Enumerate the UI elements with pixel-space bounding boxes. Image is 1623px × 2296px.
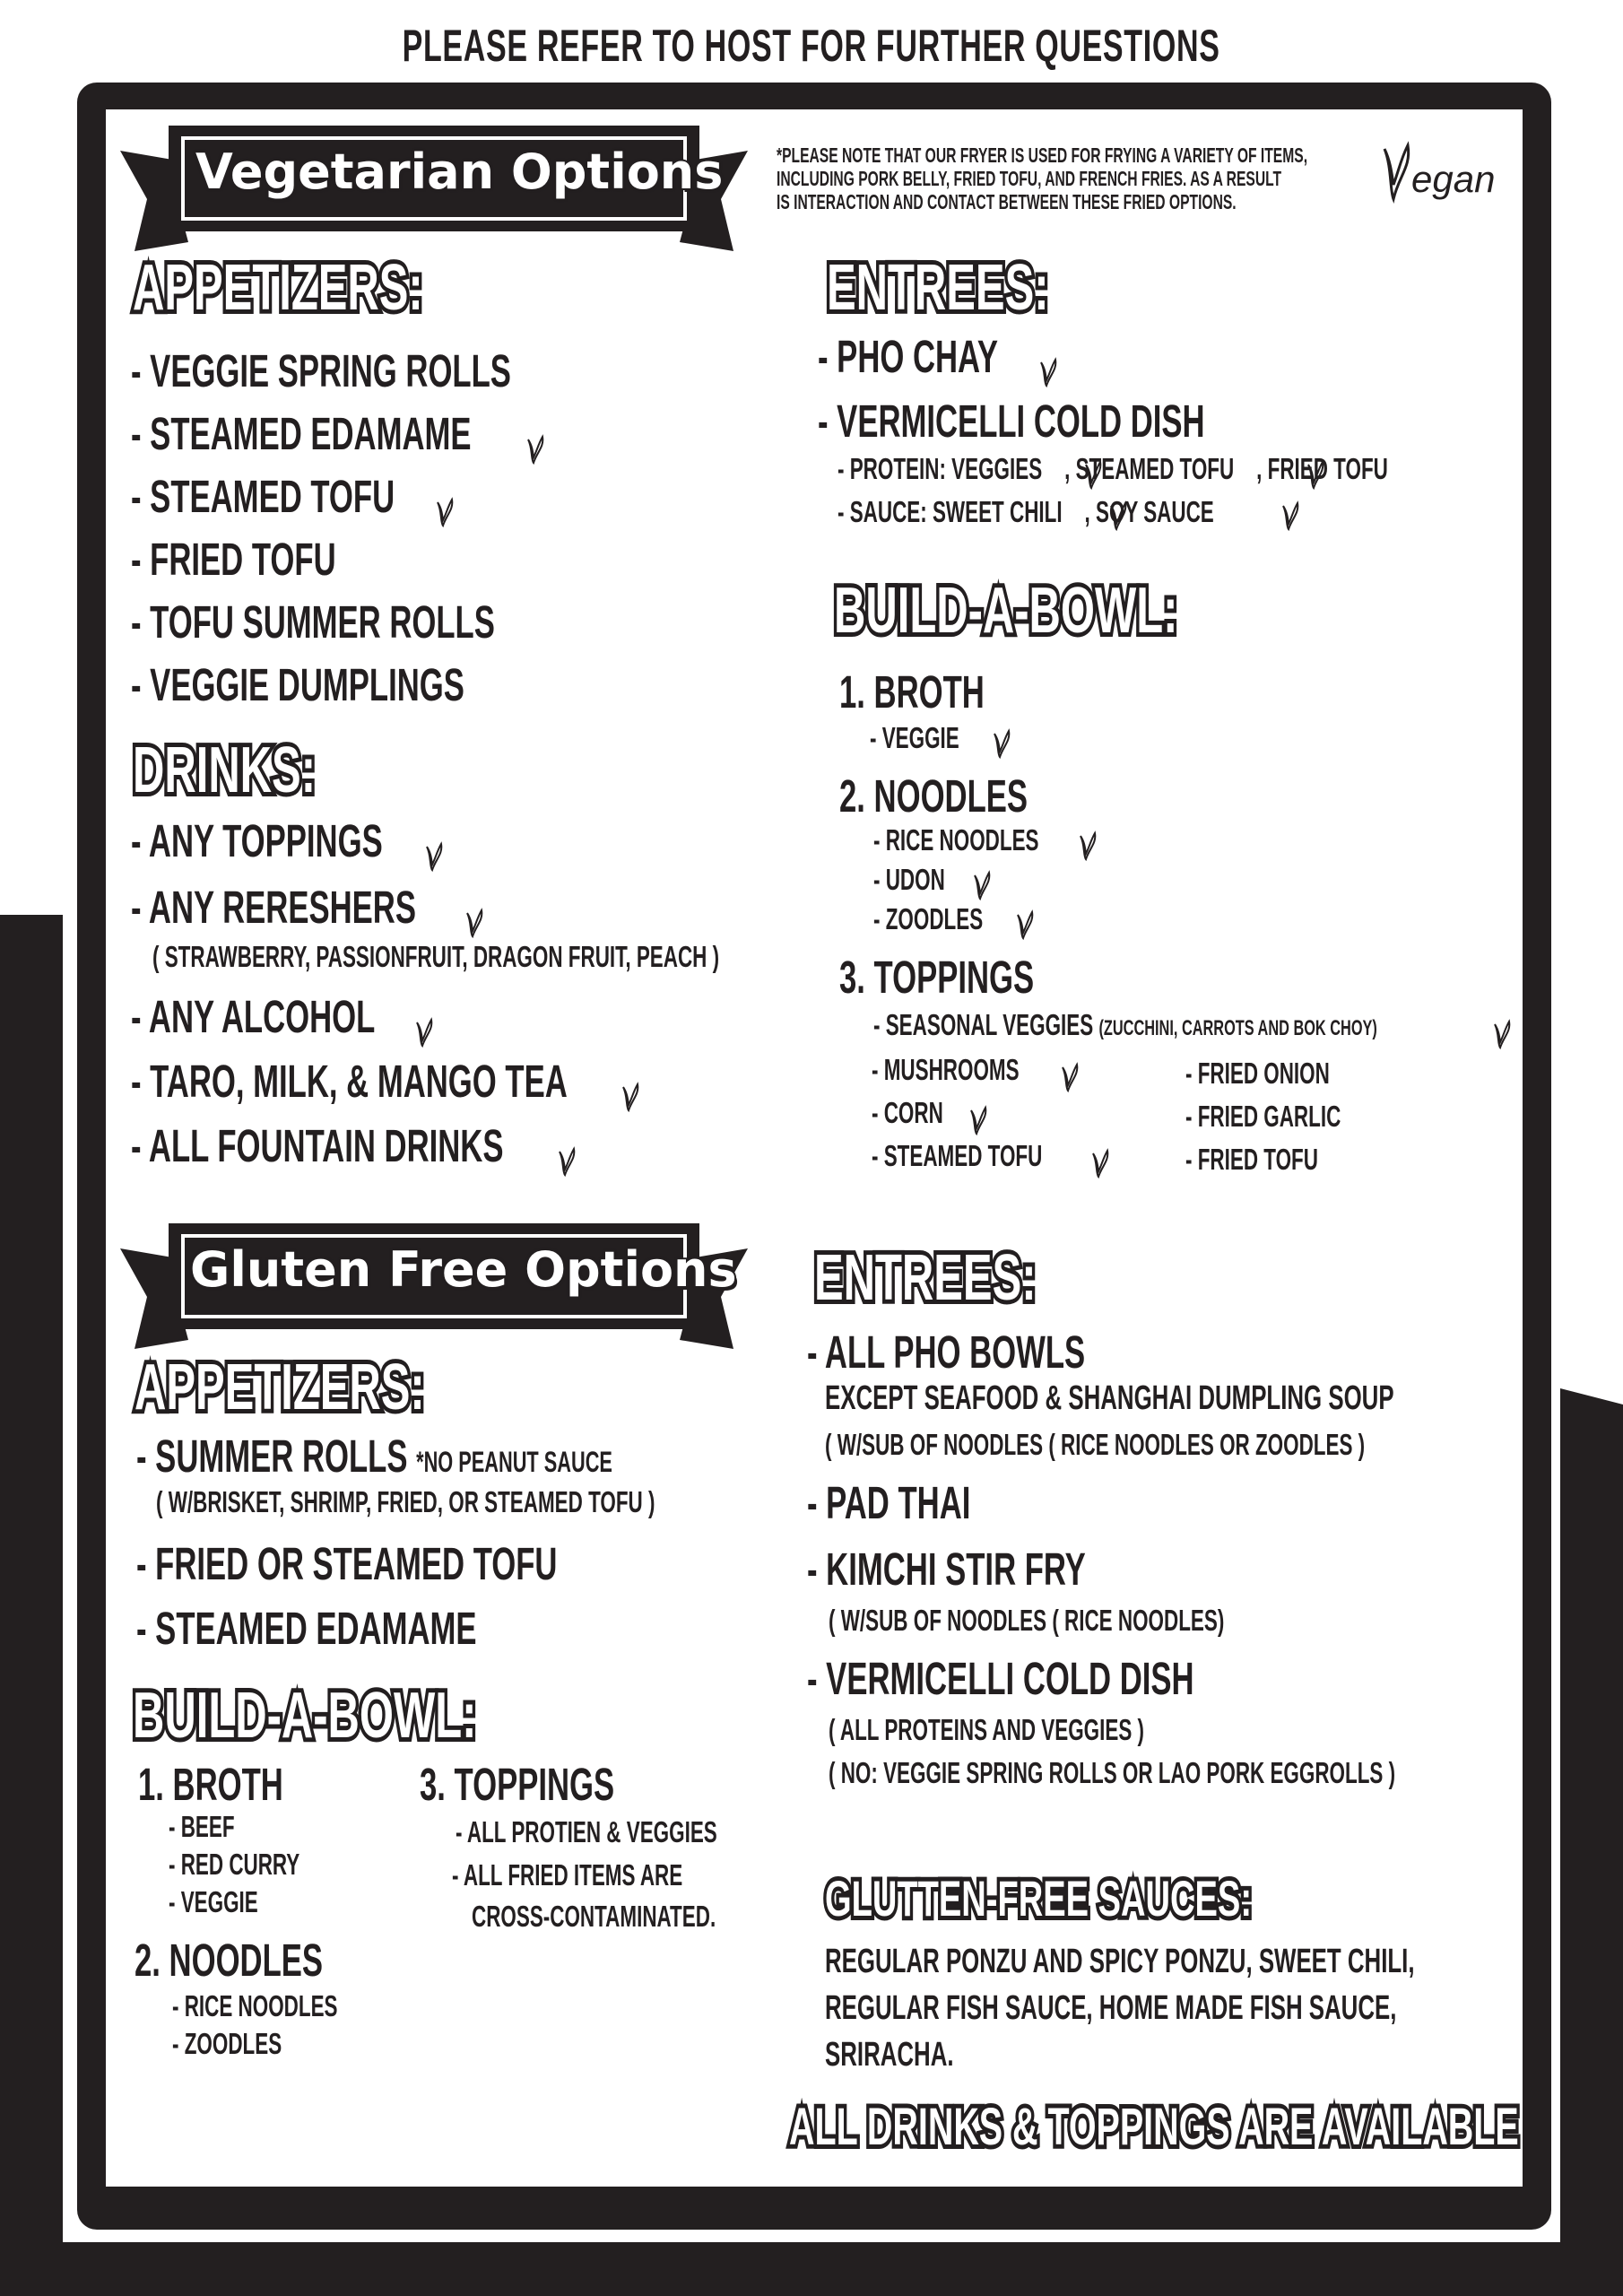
veg-bowl-seasonal: - SEASONAL VEGGIES (ZUCCHINI, CARROTS AND BOK CHOY) bbox=[873, 1008, 1377, 1041]
vegan-leaf-icon bbox=[1280, 500, 1300, 531]
veg-bowl-topping-item: - MUSHROOMS bbox=[872, 1053, 1020, 1086]
veg-drink-item: - ALL FOUNTAIN DRINKS bbox=[131, 1119, 577, 1172]
veg-bowl-broth: 1. BROTH bbox=[839, 666, 985, 718]
vegan-leaf-icon bbox=[1060, 1062, 1080, 1092]
gluten-free-banner-title: Gluten Free Options bbox=[190, 1241, 737, 1298]
veg-bowl-noodle-item: - UDON bbox=[873, 863, 945, 896]
veg-bowl-topping-item: - STEAMED TOFU bbox=[872, 1139, 1043, 1172]
gf-entree-pho: - ALL PHO BOWLS bbox=[807, 1326, 1086, 1378]
gf-entree-vermicelli: - VERMICELLI COLD DISH bbox=[807, 1653, 1194, 1704]
gf-summer-rolls: - SUMMER ROLLS *NO PEANUT SAUCE bbox=[136, 1431, 612, 1482]
veg-bowl-topping-item: - FRIED TOFU bbox=[1185, 1143, 1318, 1176]
veg-bowl-topping-item: - CORN bbox=[872, 1096, 943, 1129]
vegan-leaf-icon bbox=[621, 1070, 640, 1100]
bottom-dark-band bbox=[0, 2242, 1623, 2296]
veg-sauce-line: - SAUCE: SWEET CHILI , SOY SAUCE bbox=[838, 495, 1214, 528]
right-dark-band bbox=[1560, 1381, 1623, 2296]
gf-entree-kimchi-sub: ( W/SUB OF NOODLES ( RICE NOODLES) bbox=[829, 1604, 1225, 1637]
gf-entree-pho-except: EXCEPT SEAFOOD & SHANGHAI DUMPLING SOUP bbox=[825, 1379, 1394, 1417]
veg-bowl-noodle-item: - RICE NOODLES bbox=[873, 823, 1039, 857]
vegetarian-banner-title: Vegetarian Options bbox=[195, 144, 724, 200]
gf-build-a-bowl-heading: BUILD-A-BOWL: bbox=[133, 1680, 477, 1752]
gf-entree-vermicelli-note: ( NO: VEGGIE SPRING ROLLS OR LAO PORK EGGROLLS ) bbox=[829, 1756, 1396, 1789]
vegan-leaf-icon bbox=[557, 1135, 577, 1165]
gf-sauces-line: REGULAR PONZU AND SPICY PONZU, SWEET CHILI, bbox=[825, 1943, 1415, 1980]
veg-entree-pho: - PHO CHAY bbox=[818, 330, 1058, 383]
veg-drinks-heading: DRINKS: bbox=[133, 735, 316, 806]
veg-bowl-topping-item: - FRIED ONION bbox=[1185, 1057, 1330, 1090]
veg-appetizer-item: - TOFU SUMMER ROLLS bbox=[131, 596, 495, 648]
left-dark-band bbox=[0, 915, 63, 2296]
veg-bowl-noodles: 2. NOODLES bbox=[839, 770, 1028, 822]
vegan-leaf-icon bbox=[1038, 345, 1058, 376]
vegan-leaf-icon bbox=[1108, 500, 1128, 531]
gf-bowl-toppings: 3. TOPPINGS bbox=[420, 1759, 615, 1810]
veg-bowl-noodle-item: - ZOODLES bbox=[873, 902, 984, 935]
veg-appetizer-item: - VEGGIE DUMPLINGS bbox=[131, 659, 464, 710]
veg-bowl-broth-item: - VEGGIE bbox=[870, 721, 959, 754]
veg-appetizer-item: - FRIED TOFU bbox=[131, 534, 336, 585]
gf-bowl-noodle-item: - ZOODLES bbox=[172, 2027, 282, 2060]
vegan-leaf-icon bbox=[968, 1105, 988, 1135]
veg-drink-item: - TARO, MILK, & MANGO TEA bbox=[131, 1055, 640, 1108]
gf-bowl-noodles: 2. NOODLES bbox=[135, 1935, 324, 1986]
gf-sauces-line: SRIRACHA. bbox=[825, 2036, 954, 2074]
vegan-leaf-icon bbox=[414, 1005, 434, 1036]
vegan-leaf-icon bbox=[1078, 831, 1098, 861]
gf-entree-kimchi: - KIMCHI STIR FRY bbox=[807, 1544, 1086, 1595]
gf-bowl-topping-item: CROSS-CONTAMINATED. bbox=[472, 1900, 716, 1933]
gf-bowl-broth-item: - BEEF bbox=[169, 1810, 235, 1843]
vegan-leaf-icon bbox=[1083, 459, 1103, 490]
veg-appetizer-item: - VEGGIE SPRING ROLLS bbox=[131, 345, 511, 396]
veg-drink-item: - ANY RERESHERS bbox=[131, 881, 484, 934]
veg-bowl-topping-item: - FRIED GARLIC bbox=[1185, 1100, 1341, 1133]
veg-appetizer-item: - STEAMED TOFU bbox=[131, 470, 455, 523]
vegan-leaf-icon bbox=[1090, 1148, 1110, 1178]
gf-appetizers-heading: APPETIZERS: bbox=[135, 1352, 425, 1423]
gf-bowl-topping-item: - ALL FRIED ITEMS ARE bbox=[452, 1858, 683, 1892]
gf-bowl-broth-item: - RED CURRY bbox=[169, 1848, 300, 1881]
vegan-leaf-icon bbox=[464, 896, 484, 926]
vegan-legend: egan bbox=[1381, 140, 1495, 204]
veg-entree-vermicelli: - VERMICELLI COLD DISH bbox=[818, 396, 1205, 447]
veg-protein-line: - PROTEIN: VEGGIES , STEAMED TOFU , FRIED TOFU bbox=[838, 452, 1388, 485]
gf-bowl-topping-item: - ALL PROTIEN & VEGGIES bbox=[456, 1815, 717, 1848]
gf-entree-pho-sub: ( W/SUB OF NOODLES ( RICE NOODLES OR ZOODLES ) bbox=[825, 1428, 1366, 1461]
veg-refreshers-note: ( STRAWBERRY, PASSIONFRUIT, DRAGON FRUIT, PEACH ) bbox=[152, 940, 720, 973]
vegan-leaf-icon bbox=[435, 485, 455, 516]
gf-bowl-noodle-item: - RICE NOODLES bbox=[172, 1989, 338, 2022]
vegan-leaf-icon bbox=[1015, 909, 1035, 940]
gf-bowl-broth-item: - VEGGIE bbox=[169, 1885, 258, 1918]
host-notice: PLEASE REFER TO HOST FOR FURTHER QUESTIONS bbox=[402, 21, 1220, 71]
vegan-leaf-icon bbox=[424, 830, 444, 860]
gf-footer-note: ALL DRINKS & TOPPINGS ARE AVAILABLE bbox=[789, 2098, 1519, 2156]
vegan-leaf-icon bbox=[1492, 1019, 1512, 1049]
veg-bowl-toppings: 3. TOPPINGS bbox=[839, 952, 1035, 1003]
gf-appetizer-item: - STEAMED EDAMAME bbox=[136, 1603, 477, 1654]
veg-drink-item: - ANY ALCOHOL bbox=[131, 990, 434, 1043]
gf-bowl-broth: 1. BROTH bbox=[138, 1759, 283, 1810]
gf-appetizer-item: - FRIED OR STEAMED TOFU bbox=[136, 1538, 558, 1589]
gf-entree-vermicelli-note: ( ALL PROTEINS AND VEGGIES ) bbox=[829, 1713, 1145, 1746]
gf-summer-detail: ( W/BRISKET, SHRIMP, FRIED, OR STEAMED TOFU ) bbox=[156, 1485, 655, 1518]
veg-drink-item: - ANY TOPPINGS bbox=[131, 814, 444, 867]
veg-entrees-heading: ENTREES: bbox=[827, 252, 1049, 324]
gf-entree-pad-thai: - PAD THAI bbox=[807, 1477, 971, 1528]
gf-sauces-heading: GLUTTEN-FREE SAUCES: bbox=[825, 1870, 1252, 1926]
vegan-leaf-icon bbox=[972, 870, 992, 900]
veg-appetizers-heading: APPETIZERS: bbox=[133, 252, 423, 324]
fryer-note: *PLEASE NOTE THAT OUR FRYER IS USED FOR FRYING A VARIETY OF ITEMS, INCLUDING PORK BELLY, FRIED TOFU, AND FRENCH FRIES. AS A RESULT IS INTERACTION AND CONTACT BETWEEN THESE FRIED OPTIONS. bbox=[777, 144, 1308, 213]
vegan-leaf-icon bbox=[1306, 459, 1325, 490]
vegan-leaf-icon bbox=[525, 422, 545, 453]
gf-sauces-line: REGULAR FISH SAUCE, HOME MADE FISH SAUCE, bbox=[825, 1989, 1397, 2027]
vegan-leaf-icon bbox=[1381, 140, 1411, 204]
vegan-leaf-icon bbox=[992, 728, 1011, 759]
veg-appetizer-item: - STEAMED EDAMAME bbox=[131, 407, 545, 460]
veg-build-a-bowl-heading: BUILD-A-BOWL: bbox=[834, 575, 1178, 647]
gf-entrees-heading: ENTREES: bbox=[814, 1242, 1037, 1314]
